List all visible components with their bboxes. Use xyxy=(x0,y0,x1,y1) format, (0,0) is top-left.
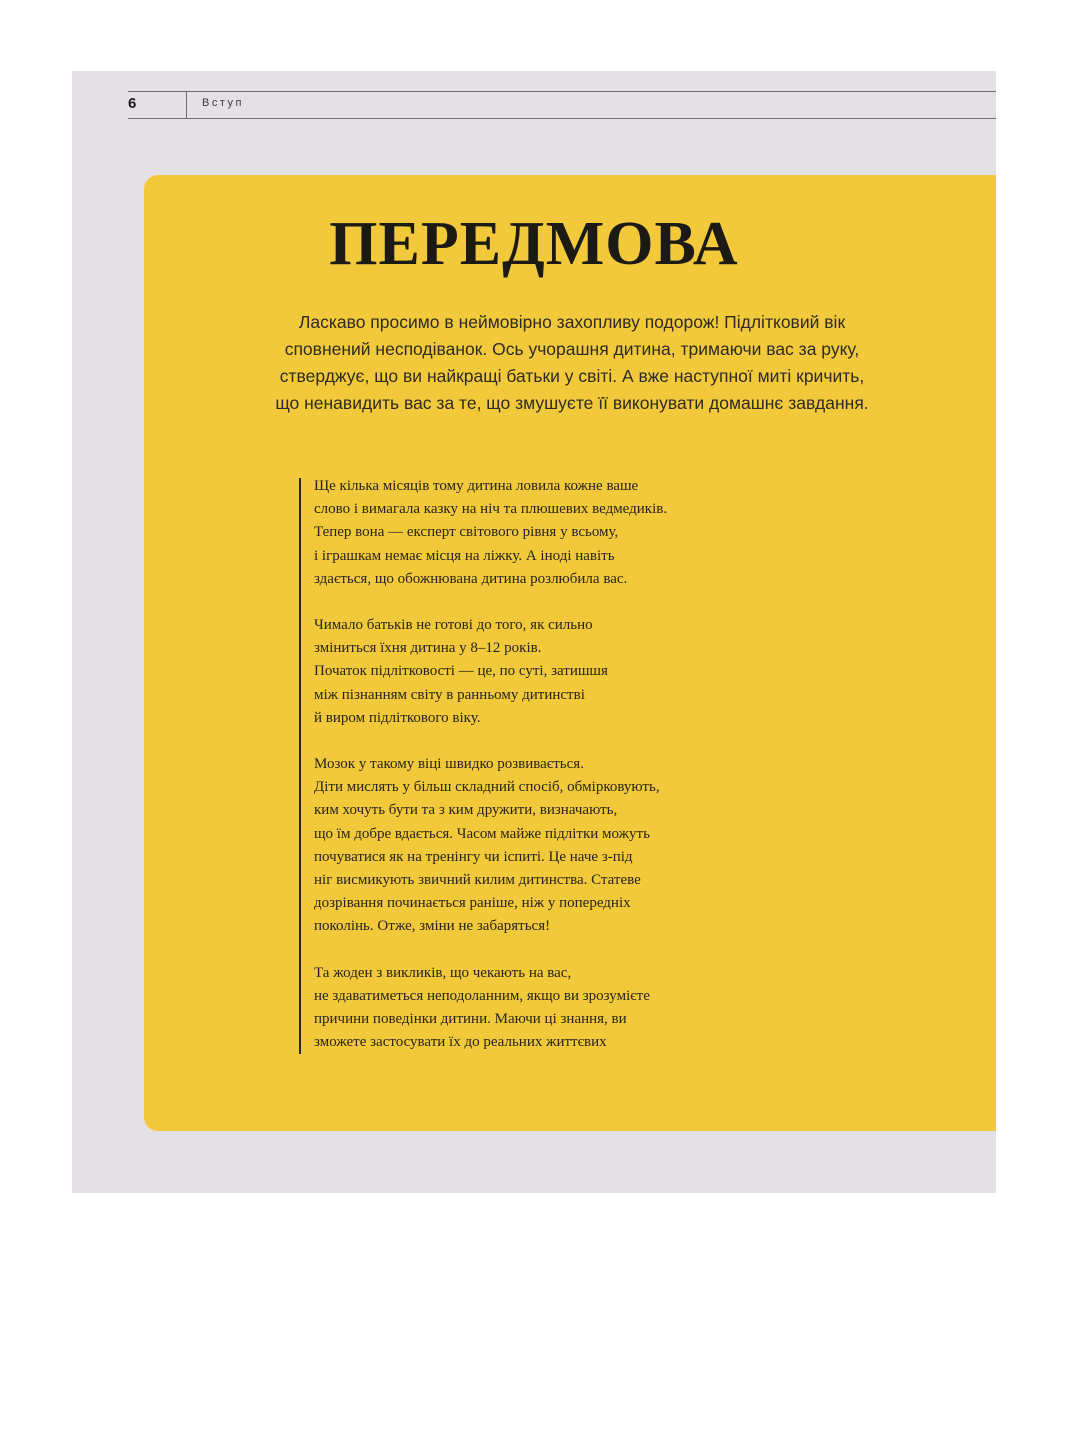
section-name: Вступ xyxy=(202,97,244,109)
vertical-rule xyxy=(299,478,301,1054)
page-title: ПЕРЕДМОВА xyxy=(329,210,739,278)
body-line: ким хочуть бути та з ким дружити, визначають, xyxy=(314,802,618,819)
body-line: Та жоден з викликів, що чекають на вас, xyxy=(314,964,572,981)
intro-line: сповнений несподіванок. Ось учорашня дитина, тримаючи вас за руку, xyxy=(284,339,860,359)
body-line: Чимало батьків не готові до того, як сильно xyxy=(314,617,593,634)
body-line: зможете застосувати їх до реальних життєвих xyxy=(314,1034,607,1051)
body-line: Початок підлітковості — це, по суті, затишшя xyxy=(314,663,608,680)
body-line: між пізнанням світу в ранньому дитинстві xyxy=(314,686,585,703)
body-line: і іграшкам немає місця на ліжку. А іноді навіть xyxy=(314,547,615,564)
body-line: ніг висмикують звичний килим дитинства. Статеве xyxy=(314,872,641,889)
body-line: Мозок у такому віці швидко розвивається. xyxy=(314,756,584,773)
intro-line: що ненавидить вас за те, що змушуєте її виконувати домашнє завдання. xyxy=(275,393,869,413)
header-divider xyxy=(186,92,187,118)
body-line: Тепер вона — експерт світового рівня у всьому, xyxy=(314,524,619,541)
body-line: здається, що обожнювана дитина розлюбила вас. xyxy=(314,570,628,587)
book-page xyxy=(72,71,996,1193)
body-paragraph xyxy=(314,753,764,939)
intro-paragraph xyxy=(222,309,922,417)
body-paragraph xyxy=(314,614,764,730)
body-line: почуватися як на тренінгу чи іспиті. Це наче з-під xyxy=(314,848,633,865)
body-line: причини поведінки дитини. Маючи ці знання, ви xyxy=(314,1011,627,1028)
intro-line: Ласкаво просимо в неймовірно захопливу подорож! Підлітковий вік xyxy=(298,312,846,332)
body-line: поколінь. Отже, зміни не забаряться! xyxy=(314,918,551,935)
body-paragraph xyxy=(314,962,764,1055)
body-line: Діти мислять у більш складний спосіб, обмірковують, xyxy=(314,779,660,796)
body-text xyxy=(314,475,764,1077)
body-line: слово і вимагала казку на ніч та плюшевих ведмедиків. xyxy=(314,501,668,518)
body-line: не здаватиметься неподоланним, якщо ви зрозумієте xyxy=(314,987,650,1004)
body-line: дозрівання починається раніше, ніж у попередніх xyxy=(314,895,631,912)
body-line: зміниться їхня дитина у 8–12 років. xyxy=(314,640,542,657)
body-line: що їм добре вдається. Часом майже підлітки можуть xyxy=(314,825,650,842)
running-header xyxy=(128,91,996,119)
body-line: й виром підліткового віку. xyxy=(314,709,481,726)
body-line: Ще кілька місяців тому дитина ловила кожне ваше xyxy=(314,478,639,494)
intro-line: стверджує, що ви найкращі батьки у світі. А вже наступної миті кричить, xyxy=(279,366,865,386)
page-number: 6 xyxy=(128,95,137,112)
body-paragraph xyxy=(314,475,764,591)
